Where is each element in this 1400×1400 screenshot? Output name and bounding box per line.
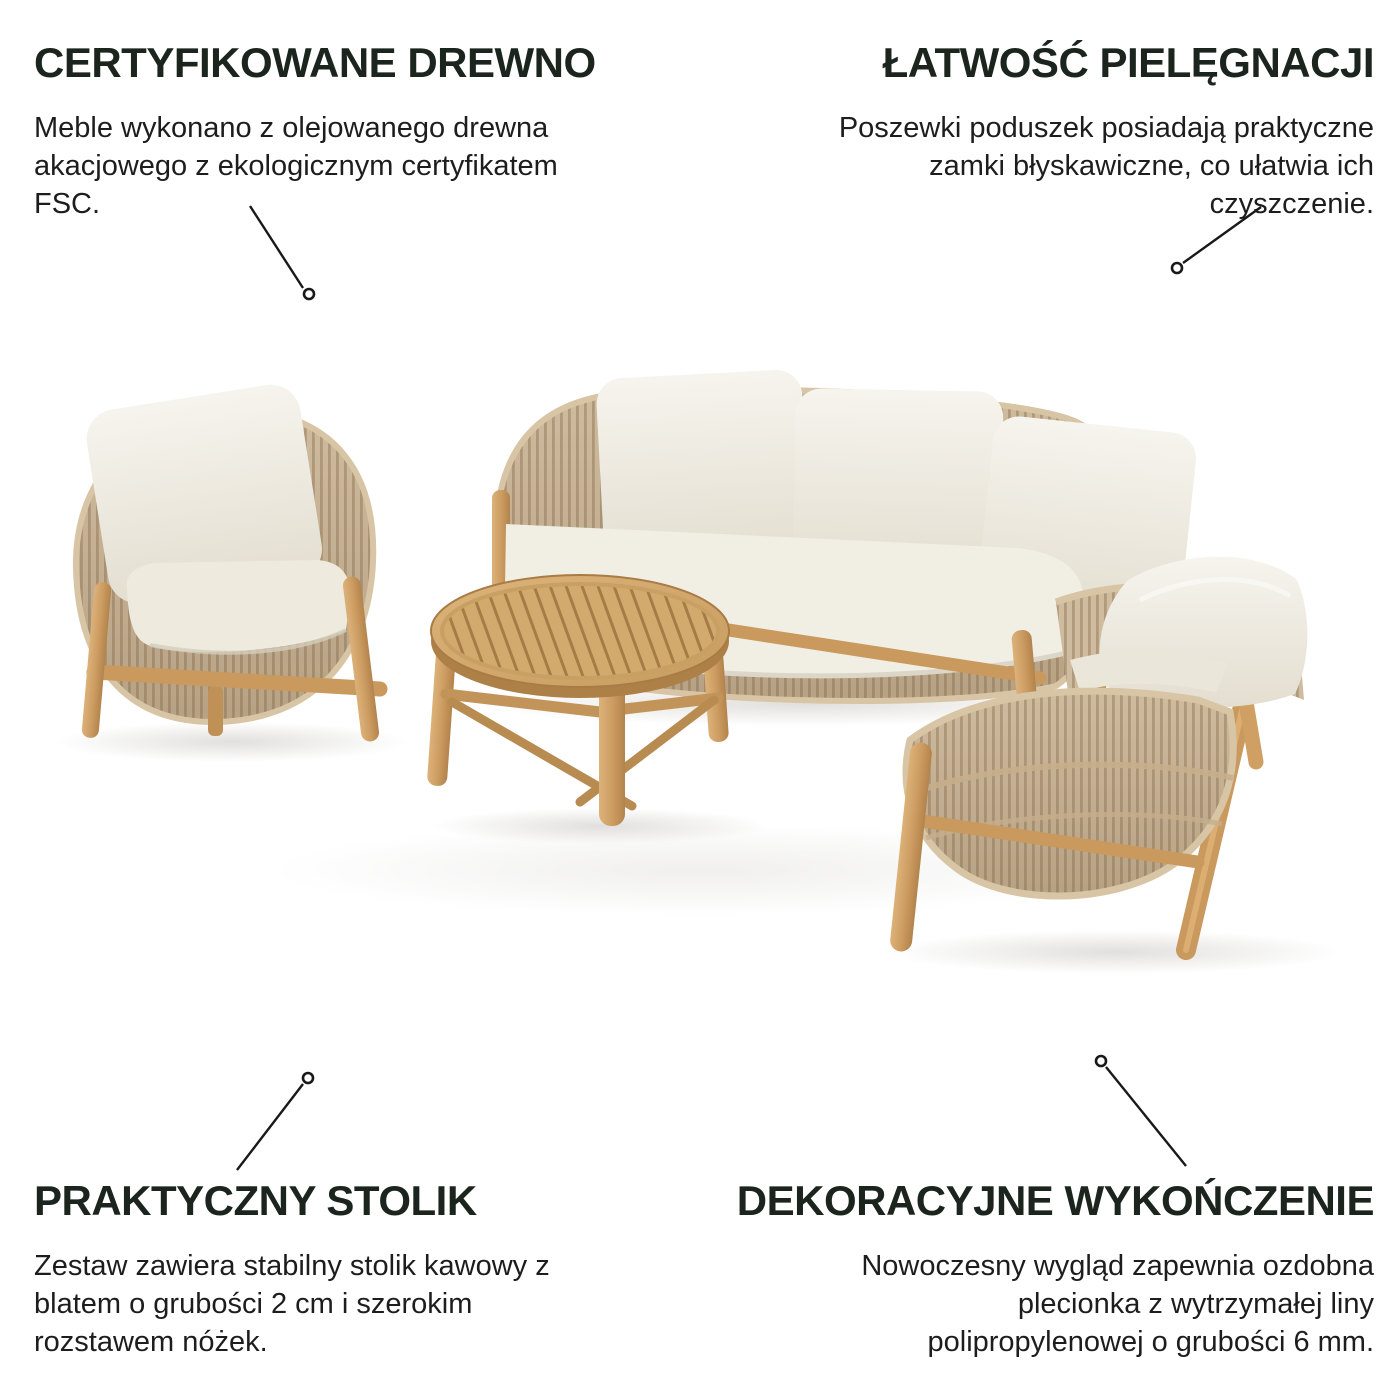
callout-body-line: czyszczenie.: [1209, 188, 1374, 221]
callout-easy-care: [734, 40, 1374, 223]
callout-body-line: plecionka z wytrzymałej liny: [1017, 1288, 1374, 1321]
connector-ring-top-right: [1172, 263, 1182, 273]
seat-cushion: [127, 560, 351, 652]
callout-body-line: akacjowego z ekologicznym certyfikatem: [34, 150, 558, 183]
callout-body-line: zamki błyskawiczne, co ułatwia ich: [929, 150, 1374, 183]
callout-title: CERTYFIKOWANE DREWNO: [34, 39, 596, 86]
right-leg: [342, 576, 380, 743]
connector-ring-bottom-left: [303, 1073, 313, 1083]
callout-title: ŁATWOŚĆ PIELĘGNACJI: [882, 39, 1374, 86]
callout-certified-wood: [34, 40, 674, 223]
callout-title: PRAKTYCZNY STOLIK: [34, 1177, 477, 1224]
connector-ring-bottom-right: [1096, 1056, 1106, 1066]
callout-body-line: FSC.: [34, 188, 101, 221]
callout-practical-table: [34, 1178, 674, 1361]
callout-body-line: Meble wykonano z olejowanego drewna: [34, 112, 549, 145]
callout-body-line: blatem o grubości 2 cm i szerokim: [34, 1288, 473, 1321]
callout-body-line: Nowoczesny wygląd zapewnia ozdobna: [861, 1250, 1374, 1283]
connector-line-bottom-left: [237, 1084, 303, 1170]
callout-body-line: Poszewki poduszek posiadają praktyczne: [838, 112, 1374, 145]
connector-ring-top-left: [304, 289, 314, 299]
round-coffee-table: [427, 575, 768, 844]
callout-body-line: Zestaw zawiera stabilny stolik kawowy z: [34, 1250, 550, 1283]
callout-body-line: rozstawem nóżek.: [34, 1326, 268, 1359]
armchair-left: [54, 380, 410, 762]
callout-title: DEKORACYJNE WYKOŃCZENIE: [736, 1177, 1374, 1224]
callout-body-line: polipropylenowej o grubości 6 mm.: [927, 1326, 1374, 1359]
rear-leg: [208, 686, 223, 736]
callout-decorative-finish: [734, 1178, 1374, 1361]
connector-line-bottom-right: [1106, 1067, 1186, 1166]
